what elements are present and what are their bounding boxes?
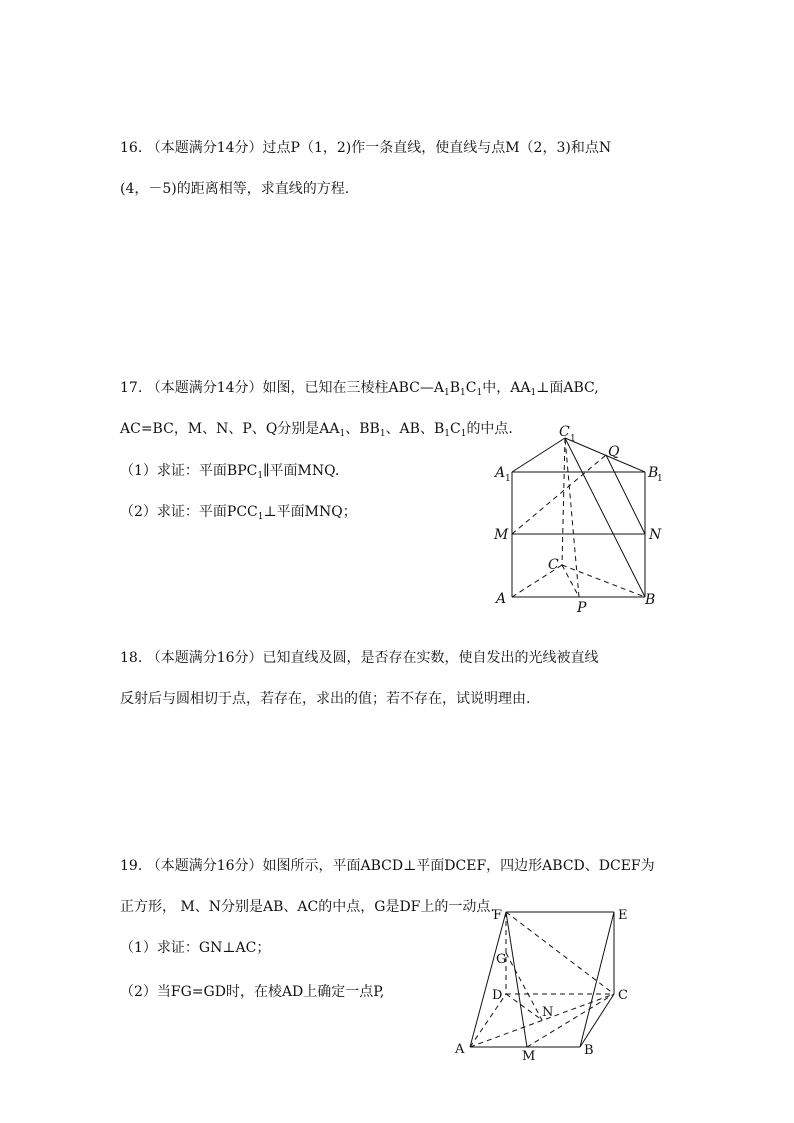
q17-l1c: C — [465, 380, 477, 396]
label-a: A — [496, 591, 507, 607]
q16-line2: (4，－5)的距离相等，求直线的方程. — [120, 181, 350, 197]
sub: 1 — [257, 512, 264, 522]
sub: 1 — [257, 471, 264, 481]
q17-l2a: AC=BC，M、N、P、Q分别是AA — [120, 421, 340, 437]
label-m2: M — [522, 1049, 536, 1064]
sub: 1 — [460, 429, 467, 439]
q17-l1e: ⊥面ABC, — [536, 380, 599, 396]
q19-part2: （2）当FG=GD时，在棱AD上确定一点P, — [120, 984, 385, 1000]
sub: 1 — [530, 388, 537, 398]
q17-l1a: 17. （本题满分14分）如图，已知在三棱柱ABC—A — [120, 380, 445, 396]
edge-m-q — [512, 455, 606, 534]
q19-part1: （1）求证：GN⊥AC； — [120, 940, 271, 956]
label-b1-sub: 1 — [657, 474, 663, 484]
edge-d-n — [506, 994, 542, 1020]
label-a1-sub: 1 — [505, 474, 511, 484]
label-b2: B — [584, 1043, 594, 1058]
label-a1: A — [495, 465, 506, 481]
label-c1: C — [559, 424, 570, 440]
q18-line1: 18. （本题满分16分）已知直线及圆，是否存在实数，使自发出的光线被直线 — [120, 650, 599, 666]
sub: 1 — [379, 429, 386, 439]
edge-c-b — [562, 565, 645, 597]
sub: 1 — [476, 388, 483, 398]
label-g: G — [496, 952, 507, 967]
q17-l1d: 中，AA — [482, 380, 531, 396]
sub: 1 — [444, 429, 450, 439]
edge-c-c1 — [562, 438, 565, 565]
edge-c1-b1 — [565, 438, 645, 472]
edge-q-n — [606, 455, 645, 534]
label-n: N — [649, 527, 662, 543]
q19-line2: 正方形， M、N分别是AB、AC的中点，G是DF上的一动点. — [120, 899, 495, 915]
q17-p2: （2）求证：平面PCC — [120, 504, 258, 520]
label-f: F — [493, 908, 503, 923]
edge-e-b — [580, 912, 614, 1047]
label-p: P — [577, 600, 587, 616]
edge-a1-c1 — [512, 438, 565, 472]
q17-p1b: ∥平面MNQ. — [263, 463, 340, 479]
edge-b-c — [580, 994, 614, 1047]
edge-c1-b — [565, 438, 645, 597]
label-c: C — [548, 557, 559, 573]
label-a2: A — [455, 1042, 465, 1057]
q17-l2c: 、AB、B — [385, 421, 445, 437]
edge-g-n — [506, 953, 542, 1020]
sub: 1 — [339, 429, 346, 439]
q17-p2b: ⊥平面MNQ； — [263, 504, 357, 520]
q17-l2e: 的中点. — [466, 421, 513, 437]
label-n2: N — [542, 1005, 554, 1020]
q17-l2b: 、BB — [345, 421, 380, 437]
q17-p1: （1）求证：平面BPC — [120, 463, 258, 479]
label-b1: B — [648, 465, 659, 481]
label-e: E — [618, 908, 628, 923]
q17-l1b: B — [449, 380, 461, 396]
label-q: Q — [608, 444, 620, 460]
q16-line1: 16. （本题满分14分）过点P（1，2)作一条直线，使直线与点M（2，3)和点N — [120, 140, 612, 156]
sub: 1 — [444, 388, 450, 398]
label-b: B — [645, 592, 656, 608]
sub: 1 — [460, 388, 466, 398]
q18-line2: 反射后与圆相切于点，若存在，求出的值；若不存在，试说明理由. — [120, 691, 531, 707]
q17-l2d: C — [449, 421, 461, 437]
label-m: M — [494, 527, 509, 543]
edge-m-c — [527, 994, 614, 1047]
label-c1-sub: 1 — [570, 434, 576, 444]
edge-f-c — [506, 912, 614, 994]
q19-line1: 19. （本题满分16分）如图所示，平面ABCD⊥平面DCEF，四边形ABCD、DCEF为 — [120, 858, 655, 874]
label-d: D — [492, 988, 503, 1003]
edge-f-a — [470, 912, 506, 1047]
label-c2: C — [618, 988, 628, 1003]
